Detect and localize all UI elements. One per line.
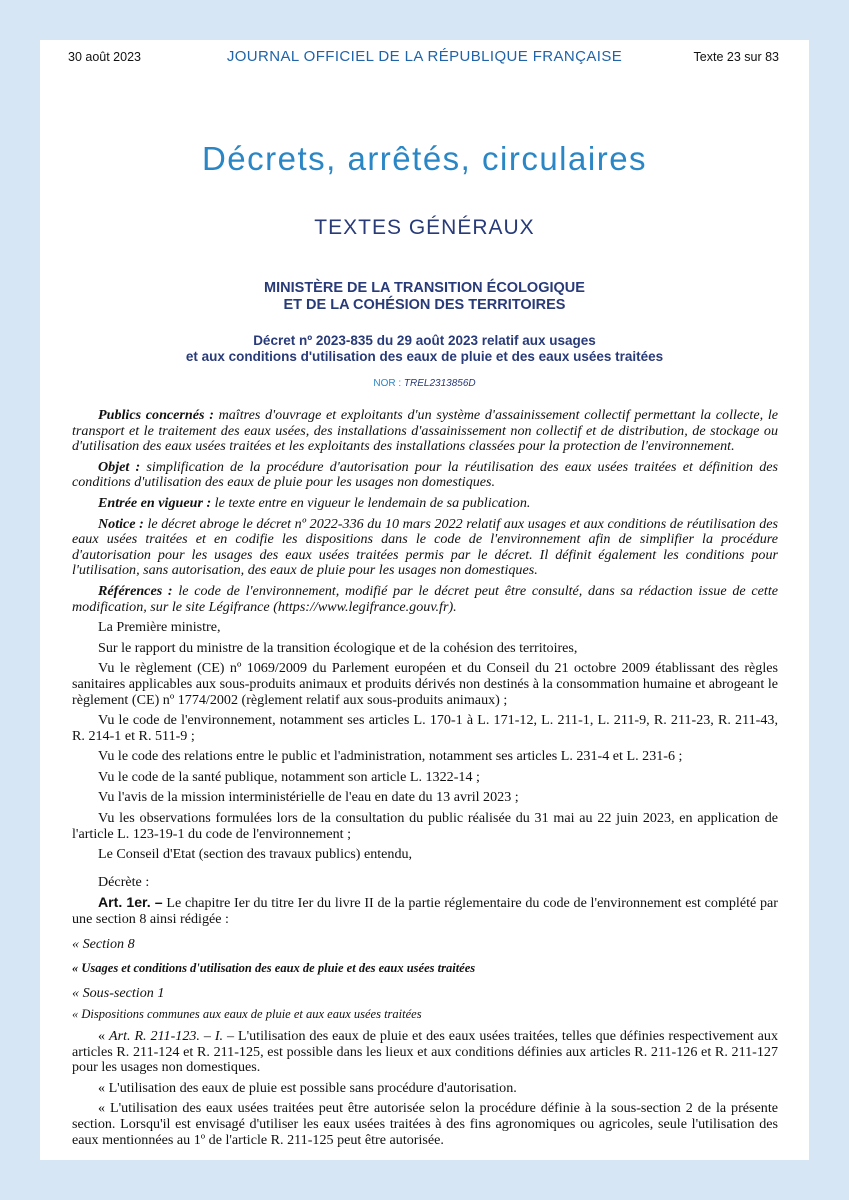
document-body	[72, 408, 778, 1153]
notice-objet: Objet : simplification de la procédure d'autorisation pour la réutilisation des eaux usées traitées et définition des conditions d'utilisation des eaux de pluie pour les usages non domestiques.	[72, 458, 779, 491]
section-8-title: « Usages et conditions d'utilisation des eaux de pluie et des eaux usées traitées	[72, 961, 476, 976]
nor-reference	[40, 378, 809, 389]
decrete-line: Décrète :	[98, 873, 150, 890]
article-r211-123: « Art. R. 211-123. – I. – L'utilisation des eaux de pluie et des eaux usées traitées, telles que définies respectivement aux articles R. 211-124 et R. 211-125, est possible dans les lieux et aux conditions définies aux articles R. 211-126 et R. 211-127 pour les usages non domestiques.	[72, 1028, 778, 1076]
decree-title	[40, 333, 809, 365]
section-8-heading: « Section 8	[72, 935, 135, 952]
subsection-1-heading: « Sous-section 1	[72, 984, 165, 1001]
ministry-name	[40, 280, 809, 314]
preamble-paragraph: Sur le rapport du ministre de la transition écologique et de la cohésion des territoires,	[98, 639, 578, 656]
section-title: Décrets, arrêtés, circulaires	[201, 140, 648, 177]
nor-code: TREL2313856D	[403, 378, 476, 389]
preamble-paragraph: Vu le code des relations entre le public et l'administration, notamment ses articles L. 231-4 et L. 231-6 ;	[98, 748, 683, 765]
notice-publics: Publics concernés : maîtres d'ouvrage et exploitants d'un système d'assainissement collectif permettant la collecte, le transport et le traitement des eaux usées, des installations d'assainissement non collectif et de distribution, de stockage ou d'utilisation des eaux usées traitées et les exploitants des installations classées pour la protection de l'environnement.	[72, 407, 778, 455]
decree-title-line-1: Décret nº 2023-835 du 29 août 2023 relatif aux usages	[253, 333, 596, 348]
page-header	[40, 50, 809, 70]
subsection-1-title: « Dispositions communes aux eaux de pluie et aux eaux usées traitées	[72, 1007, 422, 1022]
preamble-paragraph: Vu le règlement (CE) nº 1069/2009 du Parlement européen et du Conseil du 21 octobre 2009 établissant des règles sanitaires applicables aux sous-produits animaux et produits dérivés non destinés à la consommation humaine et abrogeant le règlement (CE) nº 1774/2002 (règlement relatif aux sous-produits animaux) ;	[72, 660, 778, 708]
preamble-paragraph: Vu l'avis de la mission interministérielle de l'eau en date du 13 avril 2023 ;	[98, 789, 519, 806]
article-paragraph: « L'utilisation des eaux usées traitées peut être autorisée selon la procédure définie à la sous-section 2 de la présente section. Lorsqu'il est envisagé d'utiliser les eaux usées traitées à des fins agronomiques ou agricoles, seule l'utilisation des eaux mentionnées au 1º de l'article R. 211-125 peut être autorisée.	[72, 1100, 778, 1148]
decree-title-line-2: et aux conditions d'utilisation des eaux de pluie et des eaux usées traitées	[185, 349, 664, 364]
article-paragraph: « L'utilisation des eaux de pluie est possible sans procédure d'autorisation.	[98, 1079, 517, 1096]
article-1-label: Art. 1er. –	[98, 894, 163, 911]
journal-page	[40, 40, 809, 1160]
preamble-paragraph: La Première ministre,	[98, 619, 221, 636]
journal-title: JOURNAL OFFICIEL DE LA RÉPUBLIQUE FRANÇAISE	[226, 48, 623, 65]
article-r211-123-label: Art. R. 211-123. – I.	[108, 1028, 224, 1044]
preamble-paragraph: Vu le code de la santé publique, notamment son article L. 1322-14 ;	[98, 768, 480, 785]
article-1	[72, 895, 778, 927]
publication-date: 30 août 2023	[68, 50, 141, 64]
preamble-paragraph: Le Conseil d'Etat (section des travaux publics) entendu,	[98, 846, 413, 863]
subsection-title: TEXTES GÉNÉRAUX	[314, 216, 535, 239]
notice-references: Références : le code de l'environnement, modifié par le décret peut être consulté, dans sa rédaction issue de cette modification, sur le site Légifrance (https://www.legifrance.gouv.fr).	[72, 582, 778, 615]
notice-notice: Notice : le décret abroge le décret nº 2022-336 du 10 mars 2022 relatif aux usages et aux conditions de réutilisation des eaux usées traitées et en codifie les dispositions dans le code de l'environnement afin de simplifier la procédure d'autorisation pour les usages des eaux usées traitées permis par le décret. Il définit également les conditions pour l'utilisation, sans autorisation, des eaux de pluie pour les usages non domestiques.	[72, 515, 778, 579]
preamble-paragraph: Vu le code de l'environnement, notamment ses articles L. 170-1 à L. 171-12, L. 211-1, L. 211-9, R. 211-23, R. 211-43, R. 214-1 et R. 511-9 ;	[72, 712, 778, 744]
preamble-paragraph: Vu les observations formulées lors de la consultation du public réalisée du 31 mai au 22 juin 2023, en application de l'article L. 123-19-1 du code de l'environnement ;	[72, 810, 778, 842]
article-1-text: Le chapitre Ier du titre Ier du livre II de la partie réglementaire du code de l'environnement est complété par une section 8 ainsi rédigée :	[72, 895, 778, 928]
nor-label: NOR :	[373, 378, 404, 389]
ministry-line-2: ET DE LA COHÉSION DES TERRITOIRES	[283, 297, 566, 313]
notice-entree-vigueur: Entrée en vigueur : le texte entre en vigueur le lendemain de sa publication.	[98, 494, 531, 511]
text-counter: Texte 23 sur 83	[693, 50, 779, 64]
ministry-line-1: MINISTÈRE DE LA TRANSITION ÉCOLOGIQUE	[264, 280, 585, 296]
